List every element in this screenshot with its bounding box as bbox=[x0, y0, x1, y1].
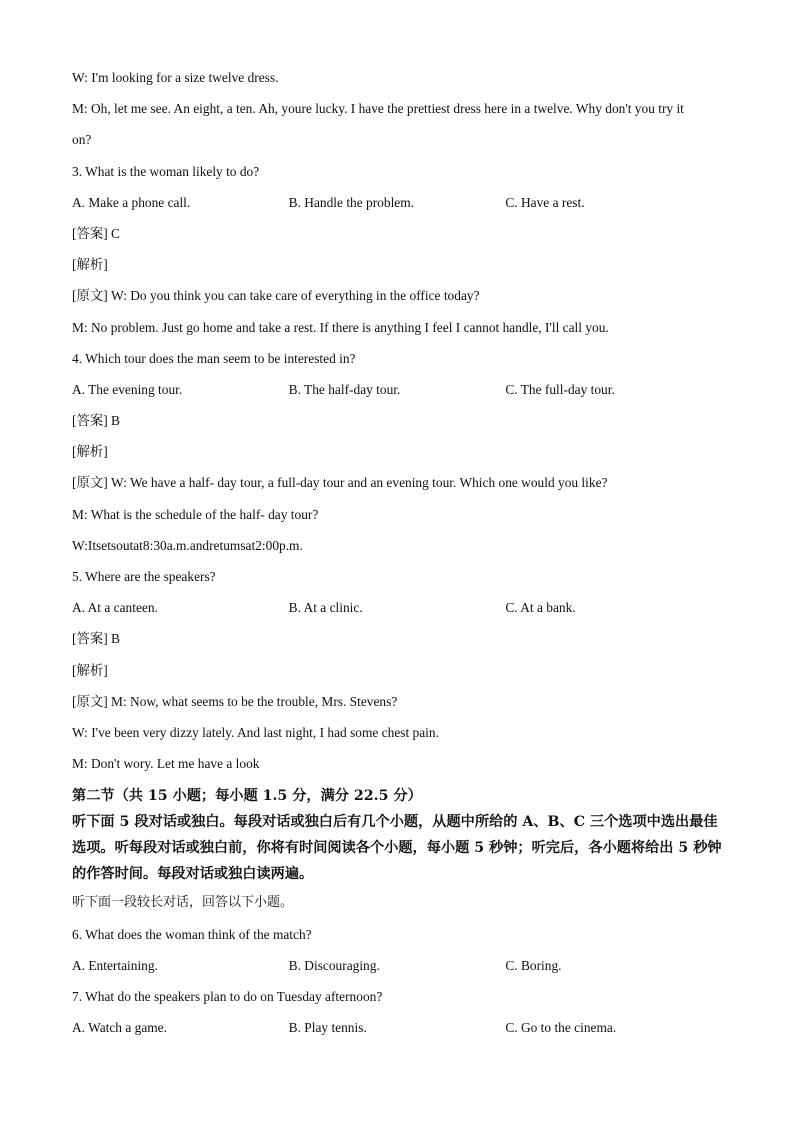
option-c: C. The full-day tour. bbox=[505, 381, 615, 397]
question-4-options bbox=[72, 374, 722, 405]
option-b: B. Play tennis. bbox=[288, 1020, 367, 1036]
transcript-line: W:Itsetsoutat8:30a.m.andretumsat2:00p.m. bbox=[72, 537, 303, 553]
section-heading: 第二节（共 15 小题；每小题 1.5 分，满分 22.5 分） bbox=[72, 788, 422, 805]
option-a: A. Entertaining. bbox=[72, 957, 158, 973]
transcript-line: M: Don't wory. Let me have a look bbox=[72, 756, 260, 772]
dialogue-line: W: I'm looking for a size twelve dress. bbox=[72, 70, 279, 85]
transcript-line: W: I've been very dizzy lately. And last night, I had some chest pain. bbox=[72, 724, 439, 740]
option-c: C. Go to the cinema. bbox=[505, 1020, 617, 1036]
dialogue-line: M: Oh, let me see. An eight, a ten. Ah, youre lucky. I have the prettiest dress here in a twelve. Why don't you try it bbox=[72, 101, 684, 117]
question-6: 6. What does the woman think of the match? bbox=[72, 926, 312, 942]
question-5-options bbox=[72, 592, 722, 623]
transcript-line: [原文] M: Now, what seems to be the trouble, Mrs. Stevens? bbox=[72, 693, 398, 709]
answer-label: [答案] B bbox=[72, 413, 120, 429]
analysis-label: [解析] bbox=[72, 257, 108, 273]
question-7-options bbox=[72, 1012, 722, 1043]
answer-label: [答案] C bbox=[72, 225, 120, 241]
question-3: 3. What is the woman likely to do? bbox=[72, 163, 260, 179]
analysis-label: [解析] bbox=[72, 662, 108, 678]
dialogue-line: on? bbox=[72, 132, 92, 148]
option-b: B. Handle the problem. bbox=[288, 194, 414, 210]
question-6-options bbox=[72, 950, 722, 981]
transcript-line: M: What is the schedule of the half- day tour? bbox=[72, 506, 319, 522]
transcript-line: [原文] W: Do you think you can take care of everything in the office today? bbox=[72, 288, 480, 304]
option-c: C. At a bank. bbox=[505, 600, 576, 616]
question-3-options bbox=[72, 187, 722, 218]
option-b: B. At a clinic. bbox=[288, 600, 363, 616]
question-4: 4. Which tour does the man seem to be interested in? bbox=[72, 350, 356, 366]
option-b: B. The half-day tour. bbox=[288, 381, 401, 397]
analysis-label: [解析] bbox=[72, 444, 108, 460]
option-a: A. The evening tour. bbox=[72, 381, 183, 397]
option-c: C. Boring. bbox=[505, 957, 562, 973]
exam-page bbox=[72, 62, 722, 1043]
section-instructions: 听下面 5 段对话或独白。每段对话或独白后有几个小题，从题中所给的 A、B、C 三个选项中选出最佳选项。听每段对话或独白前，你将有时间阅读各个小题，每小题 5 秒钟；听完后，各小题将给出 5 秒钟的作答时间。每段对话或独白读两遍。 bbox=[72, 814, 722, 883]
transcript-line: [原文] W: We have a half- day tour, a full-day tour and an evening tour. Which one would you like? bbox=[72, 475, 608, 491]
section-subinstruction: 听下面一段较长对话，回答以下小题。 bbox=[72, 895, 294, 911]
question-7: 7. What do the speakers plan to do on Tuesday afternoon? bbox=[72, 988, 383, 1004]
option-b: B. Discouraging. bbox=[288, 957, 380, 973]
transcript-line: M: No problem. Just go home and take a rest. If there is anything I feel I cannot handle, I'll call you. bbox=[72, 319, 609, 335]
option-a: A. At a canteen. bbox=[72, 600, 158, 616]
question-5: 5. Where are the speakers? bbox=[72, 569, 216, 584]
option-a: A. Make a phone call. bbox=[72, 194, 191, 210]
option-c: C. Have a rest. bbox=[505, 194, 585, 210]
option-a: A. Watch a game. bbox=[72, 1020, 167, 1036]
answer-label: [答案] B bbox=[72, 631, 120, 647]
